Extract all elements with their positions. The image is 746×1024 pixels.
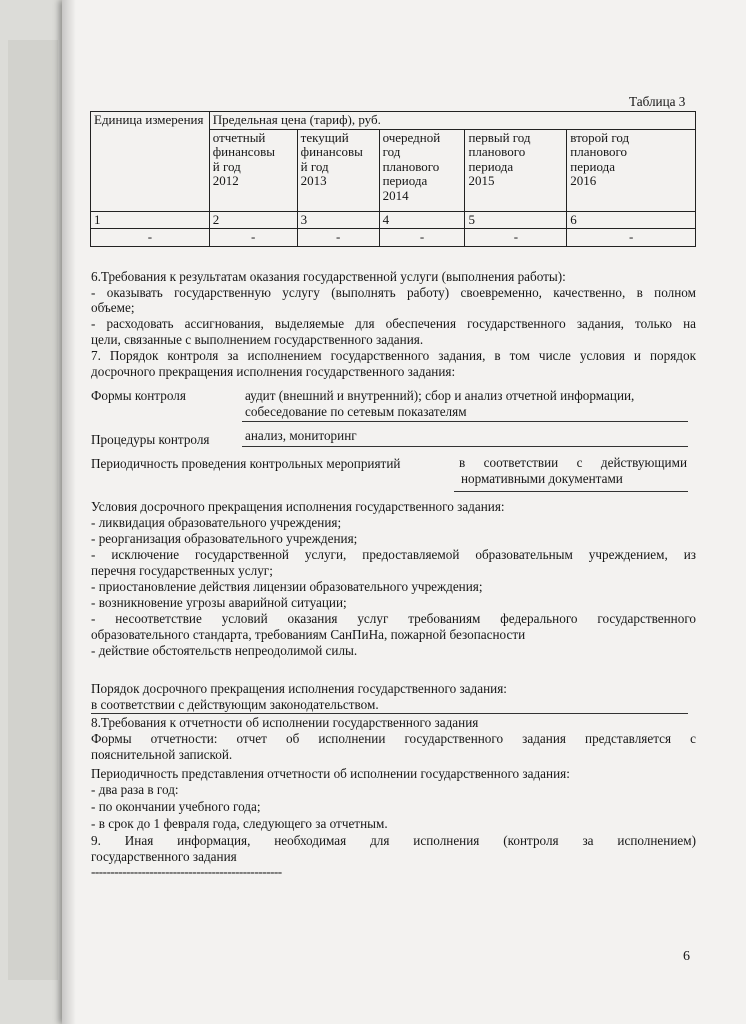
col-header-2015: первый год планового периода 2015 — [465, 129, 567, 211]
table-label: Таблица 3 — [629, 94, 686, 109]
control-procedures-label: Процедуры контроля — [91, 432, 210, 447]
price-table — [90, 111, 696, 247]
condition-1: - ликвидация образовательного учреждения; — [91, 515, 342, 530]
col-header-2014: очередной год планового периода 2014 — [379, 129, 465, 211]
s8-heading: 8.Требования к отчетности об исполнении государственного задания — [91, 715, 479, 730]
conditions-heading: Условия досрочного прекращения исполнения государственного задания: — [91, 499, 505, 514]
s8-item-3: - в срок до 1 февраля года, следующего за отчетным. — [91, 816, 388, 831]
termination-order-value: в соответствии с действующим законодательством. — [91, 697, 379, 712]
s7-heading-2: досрочного прекращения исполнения государственного задания: — [91, 364, 456, 379]
price-header: Предельная цена (тариф), руб. — [209, 112, 695, 130]
col-header-2013: текущий финансовы й год 2013 — [297, 129, 379, 211]
control-procedures-value: анализ, мониторинг — [245, 428, 357, 443]
condition-6: - несоответствие условий оказания услуг требованиям федерального государственного — [91, 611, 696, 626]
s9-line-1: 9. Иная информация, необходимая для исполнения (контроля за исполнением) — [91, 833, 696, 848]
control-procedures-underline — [242, 446, 688, 447]
condition-6-cont: образовательного стандарта, требованиям СанПиНа, пожарной безопасности — [91, 627, 526, 642]
col-header-2012: отчетный финансовы й год 2012 — [209, 129, 297, 211]
unit-header: Единица измерения — [91, 112, 210, 212]
condition-3: - исключение государственной услуги, предоставляемой образовательным учреждением, из — [91, 547, 696, 562]
condition-7: - действие обстоятельств непреодолимой силы. — [91, 643, 358, 658]
s8-period-heading: Периодичность представления отчетности об исполнении государственного задания: — [91, 766, 570, 781]
s6-heading: 6.Требования к результатам оказания государственной услуги (выполнения работы): — [91, 269, 566, 284]
control-forms-value-2: собеседование по сетевым показателям — [245, 404, 467, 419]
col-header-2016: второй год планового периода 2016 — [567, 129, 696, 211]
underlying-sheet — [0, 0, 70, 1024]
control-forms-underline — [242, 421, 688, 422]
s8-forms-2: пояснительной запиской. — [91, 747, 233, 762]
control-period-value-2: нормативными документами — [461, 471, 623, 486]
control-period-underline — [454, 491, 688, 492]
condition-5: - возникновение угрозы аварийной ситуации; — [91, 595, 347, 610]
s6-line-1: - оказывать государственную услугу (выполнять работу) своевременно, качественно, в полном — [91, 285, 696, 300]
table-row-values: - - - - - - — [91, 229, 696, 247]
s8-item-1: - два раза в год: — [91, 782, 179, 797]
control-forms-label: Формы контроля — [91, 388, 186, 403]
control-forms-value-1: аудит (внешний и внутренний); сбор и анализ отчетной информации, — [245, 388, 635, 403]
s9-dash-rule: ------------------------------------------------- — [91, 864, 282, 879]
table-row-numbers: 1 2 3 4 5 6 — [91, 211, 696, 229]
control-period-value-1: в соответствии с действующими — [459, 455, 687, 470]
s6-line-2: объеме; — [91, 300, 135, 315]
condition-2: - реорганизация образовательного учреждения; — [91, 531, 358, 546]
s6-line-3: - расходовать ассигнования, выделяемые для обеспечения государственного задания, только на — [91, 316, 696, 331]
termination-order-heading: Порядок досрочного прекращения исполнения государственного задания: — [91, 681, 507, 696]
s8-item-2: - по окончании учебного года; — [91, 799, 261, 814]
condition-4: - приостановление действия лицензии образовательного учреждения; — [91, 579, 483, 594]
underlying-sheet-edge — [8, 40, 58, 980]
s9-line-2: государственного задания — [91, 849, 237, 864]
termination-order-underline — [91, 713, 688, 714]
s7-heading-1: 7. Порядок контроля за исполнением государственного задания, в том числе условия и порядок — [91, 348, 696, 363]
s8-forms-1: Формы отчетности: отчет об исполнении государственного задания представляется с — [91, 731, 696, 746]
control-period-label: Периодичность проведения контрольных мероприятий — [91, 456, 401, 471]
page-number: 6 — [683, 949, 690, 964]
s6-line-4: цели, связанные с выполнением государственного задания. — [91, 332, 424, 347]
condition-3-cont: перечня государственных услуг; — [91, 563, 273, 578]
